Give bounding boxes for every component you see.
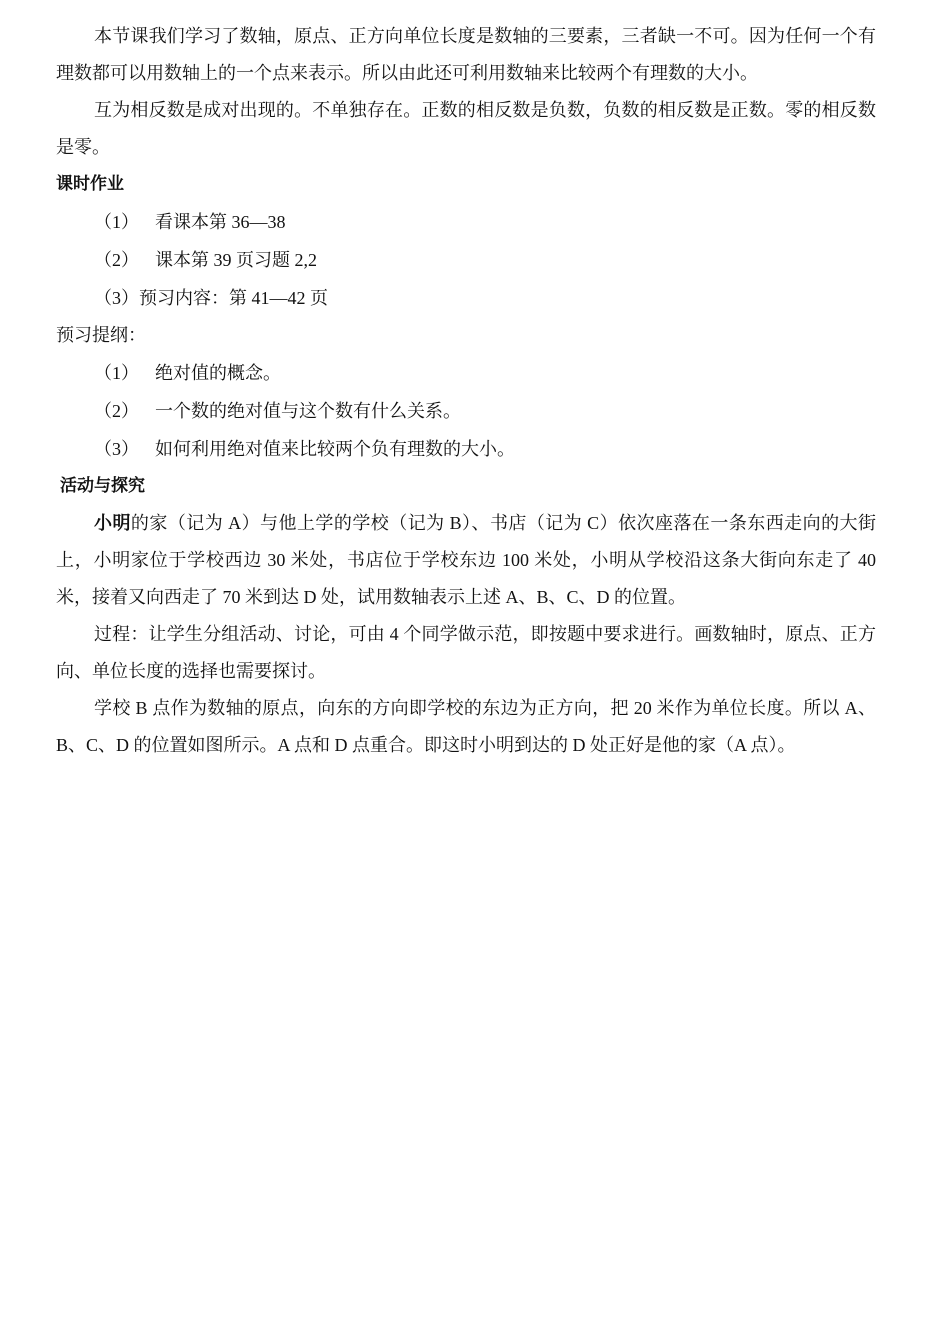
document-page [56,18,876,764]
summary-paragraph-1: 本节课我们学习了数轴，原点、正方向单位长度是数轴的三要素，三者缺一不可。因为任何一个有理数都可以用数轴上的一个点来表示。所以由此还可利用数轴来比较两个有理数的大小。 [56,26,876,83]
homework-heading: 课时作业 [56,174,124,194]
preview-heading: 预习提纲： [56,325,146,345]
preview-item-number: （1） [94,363,139,383]
preview-item [56,354,876,392]
homework-item [56,241,876,279]
preview-item-text: 绝对值的概念。 [155,363,281,383]
homework-item-number: （1） [94,212,139,232]
homework-item-text: 看课本第 36—38 [155,212,286,232]
preview-item-text: 一个数的绝对值与这个数有什么关系。 [155,401,461,421]
activity-name-bold: 小明 [94,513,131,533]
activity-answer-paragraph: 学校 B 点作为数轴的原点，向东的方向即学校的东边为正方向，把 20 米作为单位长度。所以 A、B、C、D 的位置如图所示。A 点和 D 点重合。即这时小明到达的 D 处正好是他的家（A 点）。 [56,698,876,755]
homework-item-number: （3） [94,288,139,308]
homework-item [56,279,876,317]
homework-item-number: （2） [94,250,139,270]
activity-problem-text: 的家（记为 A）与他上学的学校（记为 B）、书店（记为 C）依次座落在一条东西走向的大街上，小明家位于学校西边 30 米处，书店位于学校东边 100 米处，小明从学校沿这条大街向东走了 40 米，接着又向西走了 70 米到达 D 处，试用数轴表示上述 A、B、C、D 的位置。 [56,513,877,607]
summary-paragraph-2: 互为相反数是成对出现的。不单独存在。正数的相反数是负数，负数的相反数是正数。零的相反数是零。 [56,100,876,157]
homework-list [56,203,876,317]
homework-item-text: 课本第 39 页习题 2,2 [155,250,317,270]
activity-problem-paragraph [56,505,876,616]
homework-item [56,203,876,241]
homework-item-text: 预习内容：第 41—42 页 [139,288,328,308]
activity-process-paragraph: 过程：让学生分组活动、讨论，可由 4 个同学做示范，即按题中要求进行。画数轴时，原点、正方向、单位长度的选择也需要探讨。 [56,624,876,681]
preview-item [56,392,876,430]
preview-item [56,430,876,468]
preview-item-number: （3） [94,439,139,459]
preview-item-text: 如何利用绝对值来比较两个负有理数的大小。 [155,439,515,459]
activity-heading: 活动与探究 [60,476,145,496]
preview-item-number: （2） [94,401,139,421]
preview-list [56,354,876,468]
